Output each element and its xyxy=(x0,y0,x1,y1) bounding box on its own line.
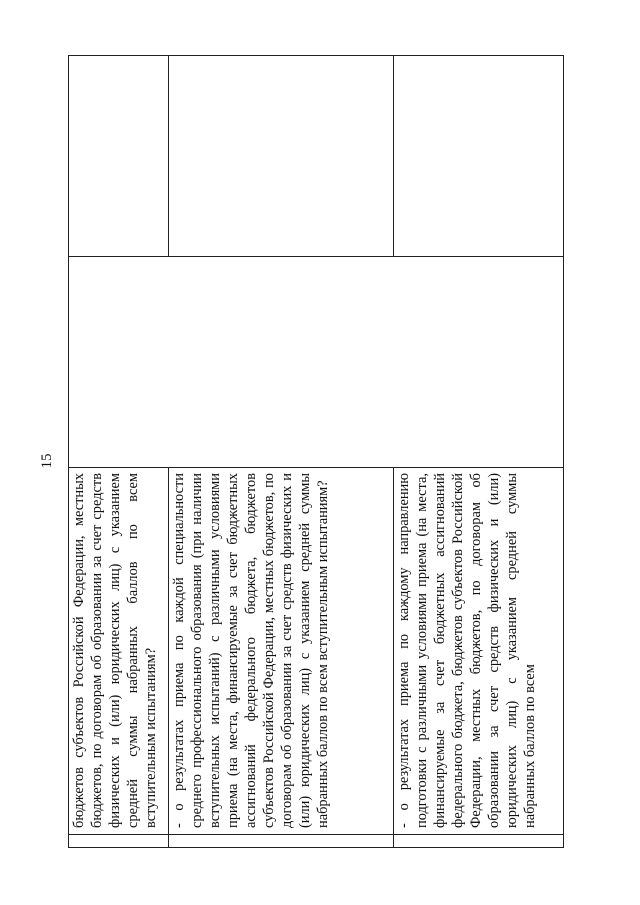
rotated-table-frame xyxy=(68,58,563,848)
table-cell-empty xyxy=(169,56,394,257)
table-cell-index xyxy=(169,835,394,848)
table-cell-question xyxy=(169,468,394,835)
table-cell-empty-merged xyxy=(69,257,564,468)
table-cell-question xyxy=(394,468,564,835)
table-cell-empty xyxy=(394,56,564,257)
table-cell-empty xyxy=(69,56,169,257)
question-text: - о результатах приема по каждой специальности среднего профессионального образования (при наличии вступительных испытаний) с различными условиями приема (на места, финансируемые за счет бюджетных ассигнований федерального бюджета, бюджетов субъектов Российской Федерации, местных бюджетов, по договорам об образовании за счет средств физических и (или) юридических лиц) с указанием средней суммы набранных баллов по всем вступительным испытаниям? xyxy=(171,473,331,828)
question-text: бюджетов субъектов Российской Федерации, местных бюджетов, по договорам об образовании за счет средств физических и (или) юридических лиц) с указанием средней суммы набранных баллов по всем вступительным испытаниям? xyxy=(71,473,159,828)
page-number: 15 xyxy=(39,453,55,469)
checklist-table xyxy=(68,55,564,848)
question-text: - о результатах приема по каждому направлению подготовки с различными условиями приема (на места, финансируемые за счет бюджетных ассигнований федерального бюджета, бюджетов субъектов Российской Федерации, местных бюджетов, по договорам об образовании за счет средств физических и (или) юридических лиц) с указанием средней суммы набранных баллов по всем xyxy=(396,473,538,828)
table-cell-question xyxy=(69,468,169,835)
table-row xyxy=(69,56,169,848)
table-cell-index xyxy=(394,835,564,848)
table-cell-index xyxy=(69,835,169,848)
